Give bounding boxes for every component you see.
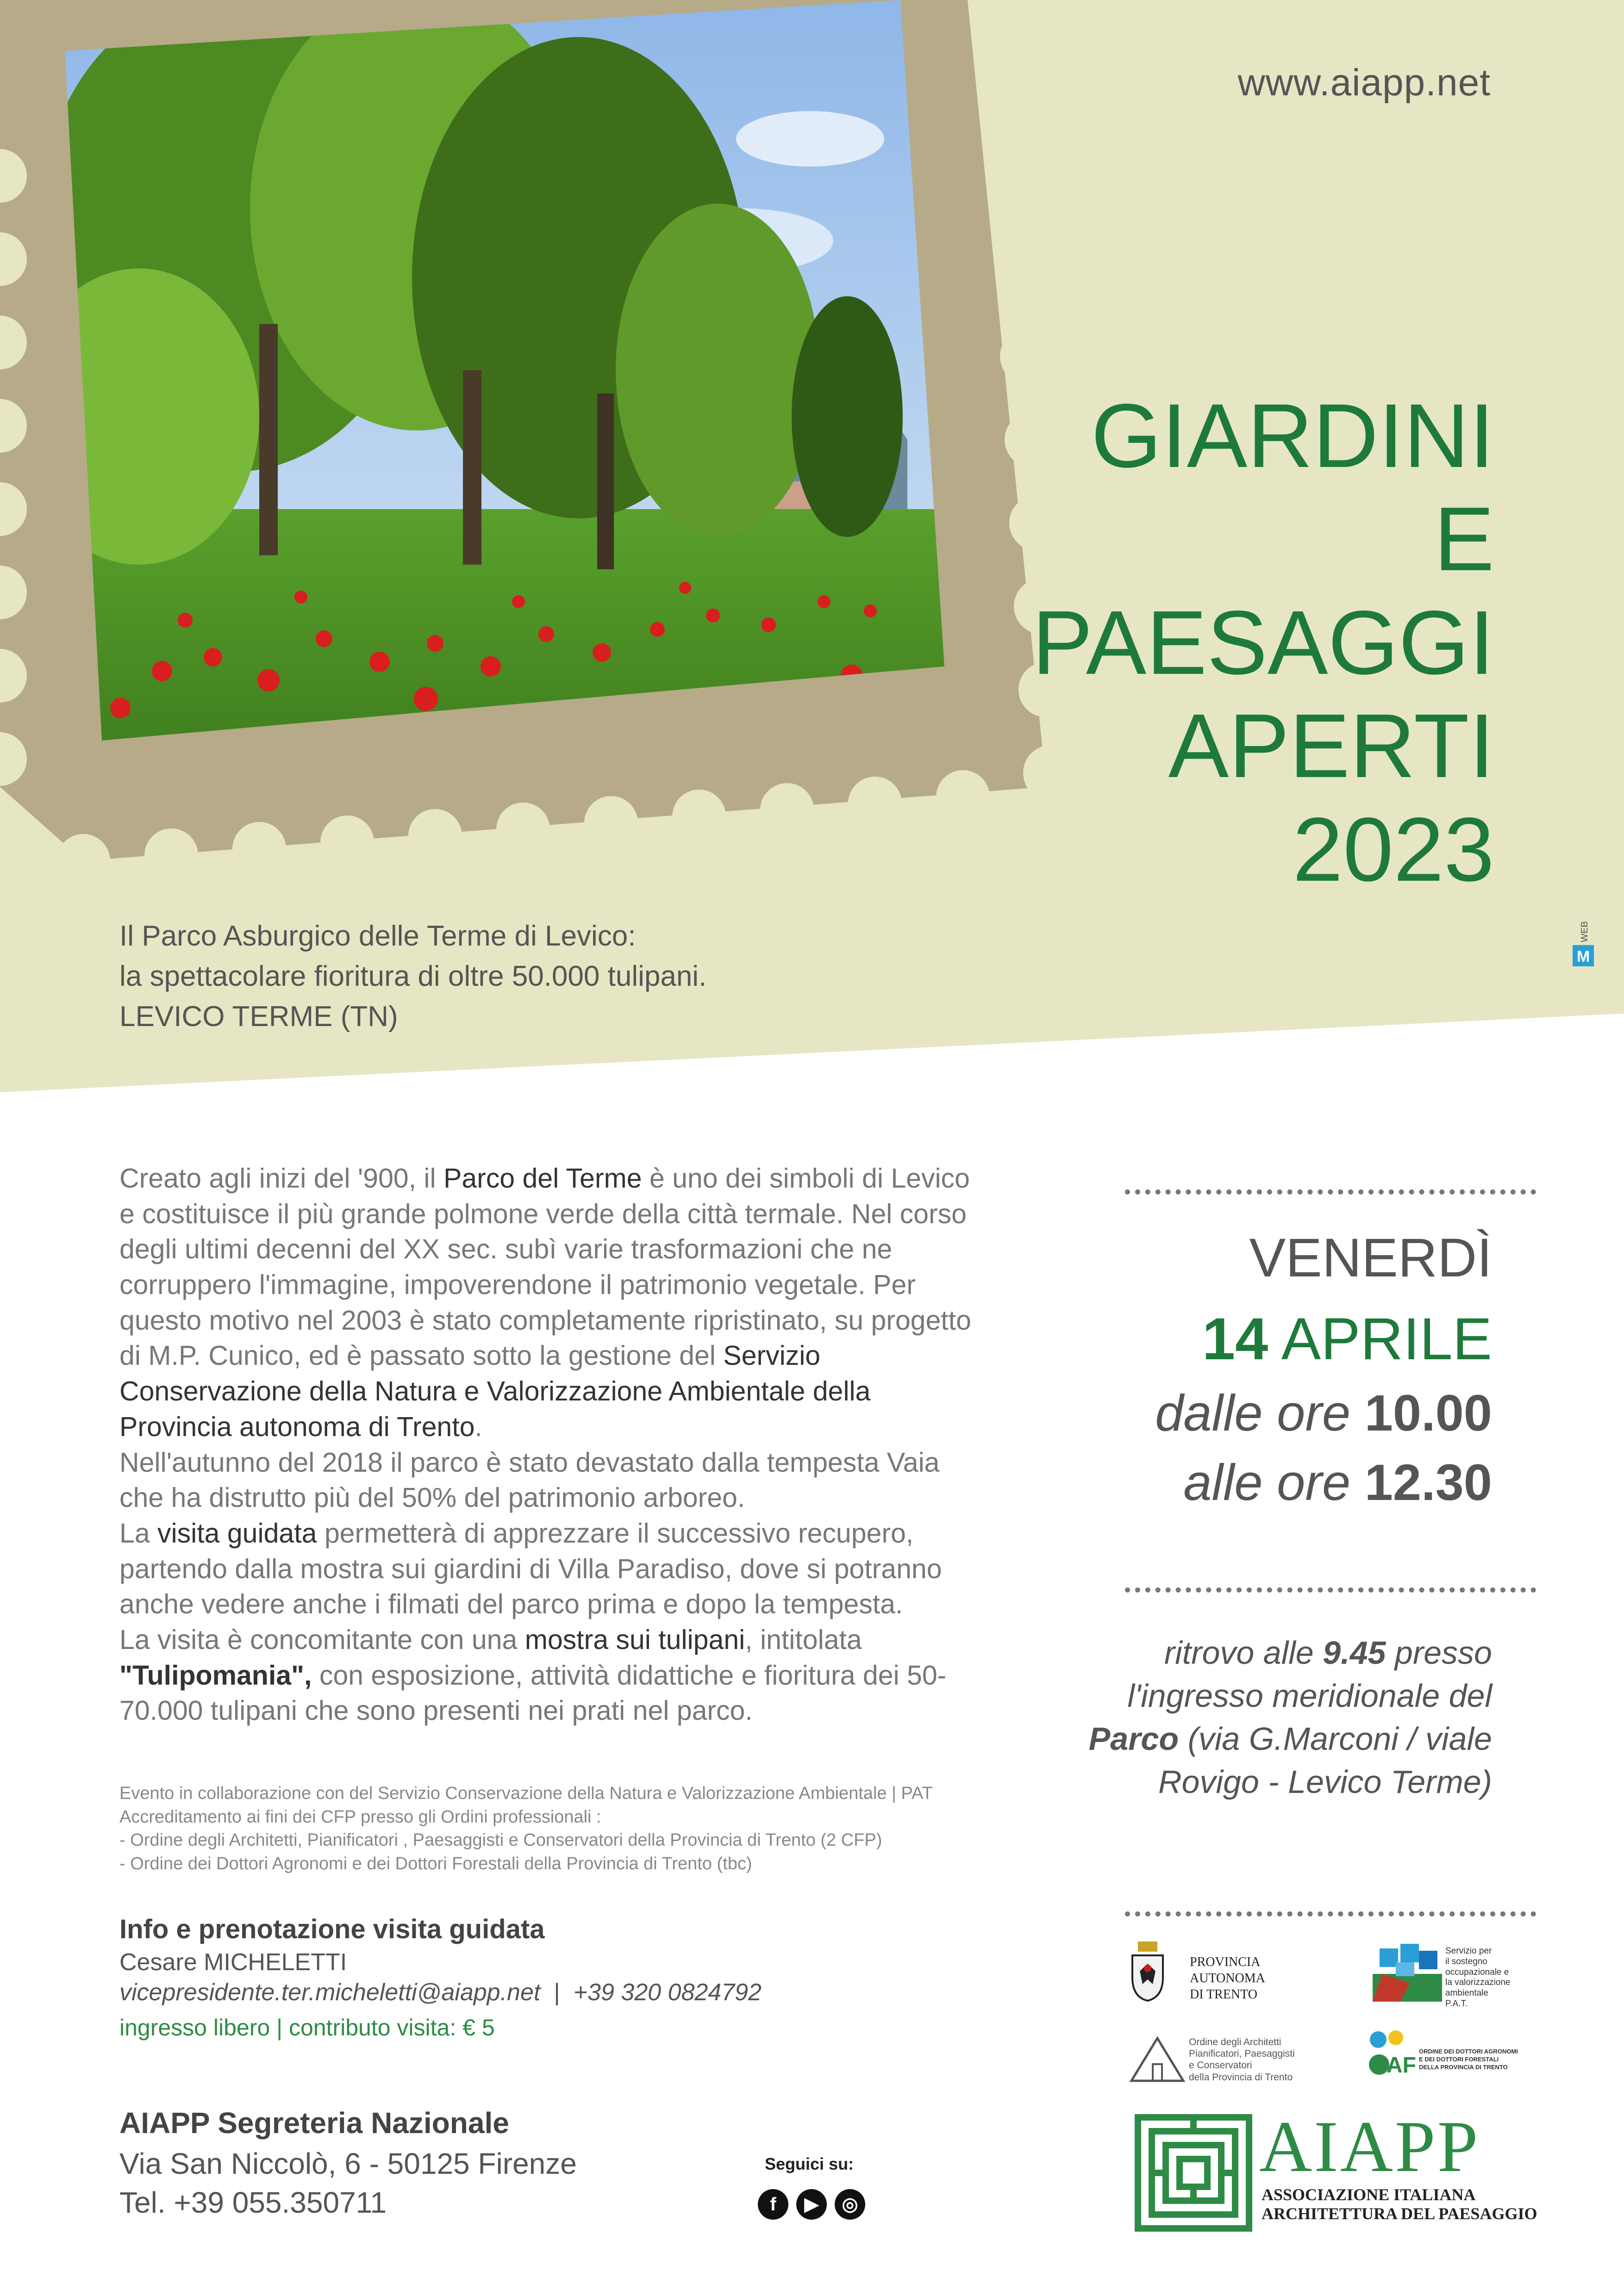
title-line: GIARDINI (1091, 385, 1494, 486)
title-line: APERTI (1168, 695, 1494, 797)
event-date-month: APRILE (1281, 1306, 1492, 1372)
ordine-architetti-icon (1130, 2036, 1185, 2083)
contact-separator: | (554, 1979, 560, 2006)
svg-text:M: M (1576, 948, 1590, 965)
accreditation-notes (119, 1782, 999, 1875)
info-title: Info e prenotazione visita guidata (119, 1914, 545, 1944)
note-line: - Ordine dei Dottori Agronomi e dei Dottori Forestali della Provincia di Trento (tbc) (119, 1854, 752, 1873)
segreteria-phone[interactable]: Tel. +39 055.350711 (119, 2186, 387, 2219)
servizio-puzzle-icon (1373, 1941, 1442, 2002)
title-line: 2023 (1292, 798, 1494, 900)
note-line: Evento in collaborazione con del Servizio Conservazione della Natura e Valorizzazione Ambientale | PAT (119, 1784, 933, 1803)
note-line: - Ordine degli Architetti, Pianificatori , Paesaggisti e Conservatori della Provincia di Trento (2 CFP) (119, 1830, 882, 1850)
event-date (1202, 1305, 1492, 1373)
provincia-logo-text: PROVINCIA AUTONOMA DI TRENTO (1190, 1955, 1265, 2002)
contact-name: Cesare MICHELETTI (119, 1949, 347, 1976)
website-url[interactable]: www.aiapp.net (1237, 62, 1491, 104)
event-date-number: 14 (1202, 1306, 1268, 1372)
event-title (1032, 384, 1494, 901)
web-mark-text: WEB (1580, 921, 1590, 942)
contact-line (119, 1979, 762, 2006)
contact-phone[interactable]: +39 320 0824792 (573, 1979, 762, 2006)
description (119, 1161, 985, 1729)
description-paragraph: Nell'autunno del 2018 il parco è stato devastato dalla tempesta Vaia che ha distrutto più del 50% del patrimonio arboreo. (119, 1447, 940, 1513)
event-start (1155, 1384, 1492, 1443)
aiapp-logo-name: AIAPP (1259, 2106, 1480, 2187)
title-line: E (1434, 488, 1494, 590)
provincia-crest-icon (1130, 1941, 1166, 2002)
start-label: dalle ore (1155, 1385, 1351, 1442)
caption-line: la spettacolare fioritura di oltre 50.000 tulipani. (119, 960, 707, 992)
ordine-architetti-text: Ordine degli Architetti Pianificatori, Paesaggisti e Conservatori della Provincia di Trento (1189, 2037, 1295, 2083)
description-paragraph: Creato agli inizi del '900, il Parco del Terme è uno dei simboli di Levico e costituisce il più grande polmone verde della città termale. Nel corso degli ultimi decenni del XX sec. subì varie trasformazioni che ne corruppero l'immagine, impoverendone il patrimonio vegetale. Per questo motivo nel 2003 è stato completamente ripristinato, su progetto di M.P. Cunico, ed è passato sotto la gestione del Servizio Conservazione della Natura e Valorizzazione Ambientale della Provincia autonoma di Trento. (119, 1163, 971, 1442)
youtube-icon[interactable]: ▶ (796, 2189, 827, 2220)
end-time: 12.30 (1364, 1454, 1492, 1511)
aiapp-logo-subtitle: ASSOCIAZIONE ITALIANA ARCHITETTURA DEL PAESAGGIO (1262, 2185, 1537, 2223)
servizio-logo-text: Servizio per il sostegno occupazionale e la valorizzazione ambientale P.A.T. (1445, 1946, 1511, 2009)
event-day: VENERDÌ (1249, 1227, 1492, 1288)
park-photo (19, 0, 972, 787)
note-line: Accreditamento ai fini dei CFP presso gli Ordini professionali : (119, 1807, 601, 1827)
caption-line: LEVICO TERME (TN) (119, 1000, 398, 1033)
description-paragraph: La visita guidata permetterà di apprezzare il successivo recupero, partendo dalla mostra sui giardini di Villa Paradiso, dove si potranno anche vedere anche i filmati del parco prima e dopo la tempesta. (119, 1518, 942, 1620)
social-label: Seguici su: (765, 2154, 854, 2173)
event-end (1183, 1453, 1492, 1512)
dotted-divider (1125, 1189, 1536, 1195)
dotted-divider (1125, 1911, 1536, 1916)
ordine-agronomi-text: ORDINE DEI DOTTORI AGRONOMI E DEI DOTTORI FORESTALI DELLA PROVINCIA DI TRENTO (1419, 2048, 1518, 2071)
aiapp-maze-icon (1133, 2113, 1254, 2233)
caption-line: Il Parco Asburgico delle Terme di Levico: (119, 920, 636, 952)
segreteria-address: Via San Niccolò, 6 - 50125 Firenze (119, 2147, 577, 2180)
end-label: alle ore (1183, 1454, 1351, 1511)
description-paragraph: La visita è concomitante con una mostra sui tulipani, intitolata "Tulipomania", con esposizione, attività didattiche e fioritura dei 50-70.000 tulipani che sono presenti nei prati nel parco. (119, 1624, 947, 1726)
start-time: 10.00 (1364, 1385, 1492, 1442)
contact-email[interactable]: vicepresidente.ter.micheletti@aiapp.net (119, 1979, 541, 2006)
instagram-icon[interactable]: ◎ (835, 2189, 865, 2220)
segreteria-title: AIAPP Segreteria Nazionale (119, 2106, 509, 2140)
af-mark: AF (1387, 2053, 1416, 2078)
photo-caption (119, 916, 706, 1037)
dotted-divider (1125, 1587, 1536, 1593)
entry-fee: ingresso libero | contributo visita: € 5 (119, 2015, 495, 2041)
meeting-point: ritrovo alle 9.45 presso l'ingresso meridionale del Parco (via G.Marconi / viale Rovigo - Levico Terme) (1088, 1635, 1492, 1800)
title-line: PAESAGGI (1032, 591, 1494, 693)
web-side-mark (1572, 921, 1596, 967)
facebook-icon[interactable]: f (758, 2189, 788, 2220)
